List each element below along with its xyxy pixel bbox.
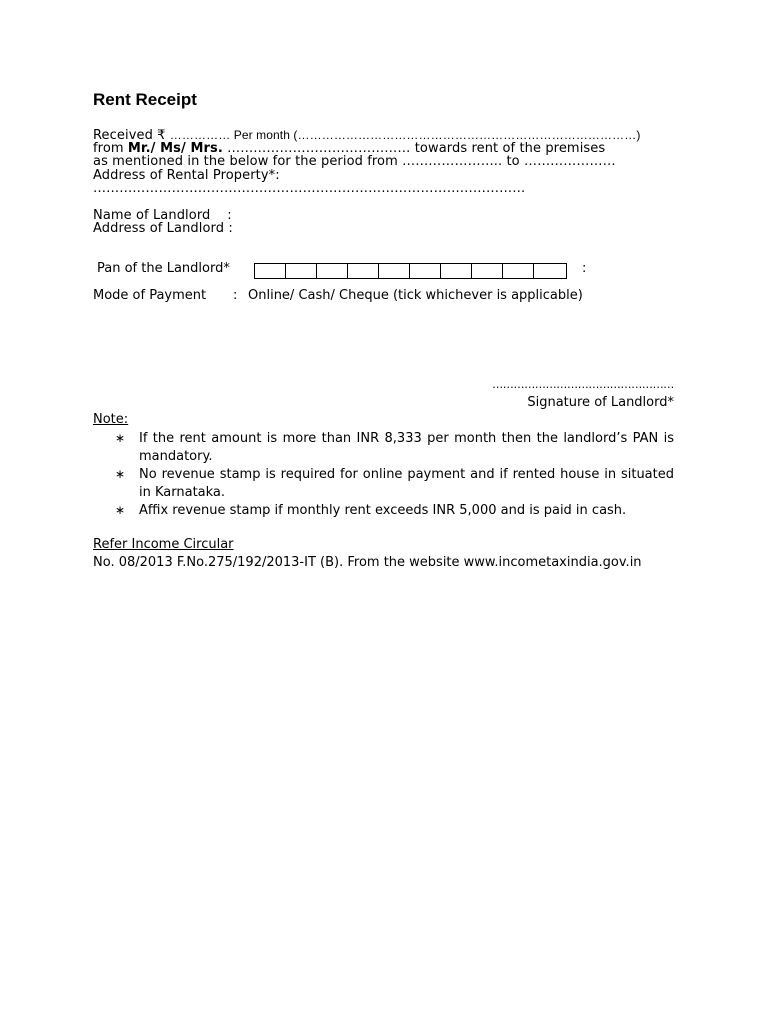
- payment-mode-colon: :: [233, 288, 238, 303]
- landlord-address-label: Address of Landlord :: [93, 221, 233, 236]
- signature-blank: ……………………………………………: [492, 378, 674, 391]
- from-label: from: [93, 141, 128, 156]
- note-text: No revenue stamp is required for online payment and if rented house in situated in Karnataka.: [139, 467, 674, 500]
- pan-colon: :: [582, 261, 587, 276]
- asterisk-bullet-icon: ∗: [115, 431, 126, 445]
- note-heading: Note:: [93, 412, 129, 427]
- rental-address-blank: ………………………………………………………………………………………: [93, 181, 526, 196]
- signature-label: Signature of Landlord*: [527, 395, 674, 410]
- tenant-blank: …………………………………… towards rent of the premises: [222, 141, 606, 156]
- pan-char-box: [472, 264, 503, 278]
- pan-char-box: [410, 264, 441, 278]
- received-label: Received ₹: [93, 128, 170, 143]
- notes-list: [93, 430, 674, 521]
- pan-char-box: [379, 264, 410, 278]
- pan-char-box: [441, 264, 472, 278]
- pan-char-box: [534, 264, 566, 278]
- salutation-label: Mr./ Ms/ Mrs.: [127, 141, 223, 156]
- per-month-label: Per month (: [230, 128, 298, 142]
- list-item: [93, 466, 674, 501]
- pan-char-box: [503, 264, 534, 278]
- amount-blank: ……………: [169, 128, 231, 142]
- pan-char-box: [286, 264, 317, 278]
- pan-char-box: [348, 264, 379, 278]
- note-text: If the rent amount is more than INR 8,333 per month then the landlord’s PAN is mandatory.: [139, 431, 674, 464]
- reference-text: No. 08/2013 F.No.275/192/2013-IT (B). From the website www.incometaxindia.gov.in: [93, 555, 642, 570]
- payment-mode-options: Online/ Cash/ Cheque (tick whichever is applicable): [248, 288, 583, 303]
- amount-words-blank: …………………………………………………………………………: [297, 128, 637, 142]
- landlord-name-label: Name of Landlord :: [93, 208, 232, 223]
- payment-mode-label: Mode of Payment: [93, 288, 207, 303]
- pan-input-boxes: [254, 263, 567, 279]
- list-item: [93, 430, 674, 465]
- list-item: [93, 502, 674, 520]
- note-text: Affix revenue stamp if monthly rent exceeds INR 5,000 and is paid in cash.: [139, 503, 627, 518]
- reference-heading: Refer Income Circular: [93, 537, 234, 552]
- close-paren: ): [636, 128, 641, 142]
- rental-address-label: Address of Rental Property*:: [93, 168, 280, 183]
- asterisk-bullet-icon: ∗: [115, 503, 126, 517]
- pan-label: Pan of the Landlord*: [97, 261, 230, 276]
- period-line: as mentioned in the below for the period from ………………….. to …………………: [93, 154, 616, 169]
- page-title: Rent Receipt: [93, 90, 197, 109]
- pan-char-box: [255, 264, 286, 278]
- pan-char-box: [317, 264, 348, 278]
- asterisk-bullet-icon: ∗: [115, 467, 126, 481]
